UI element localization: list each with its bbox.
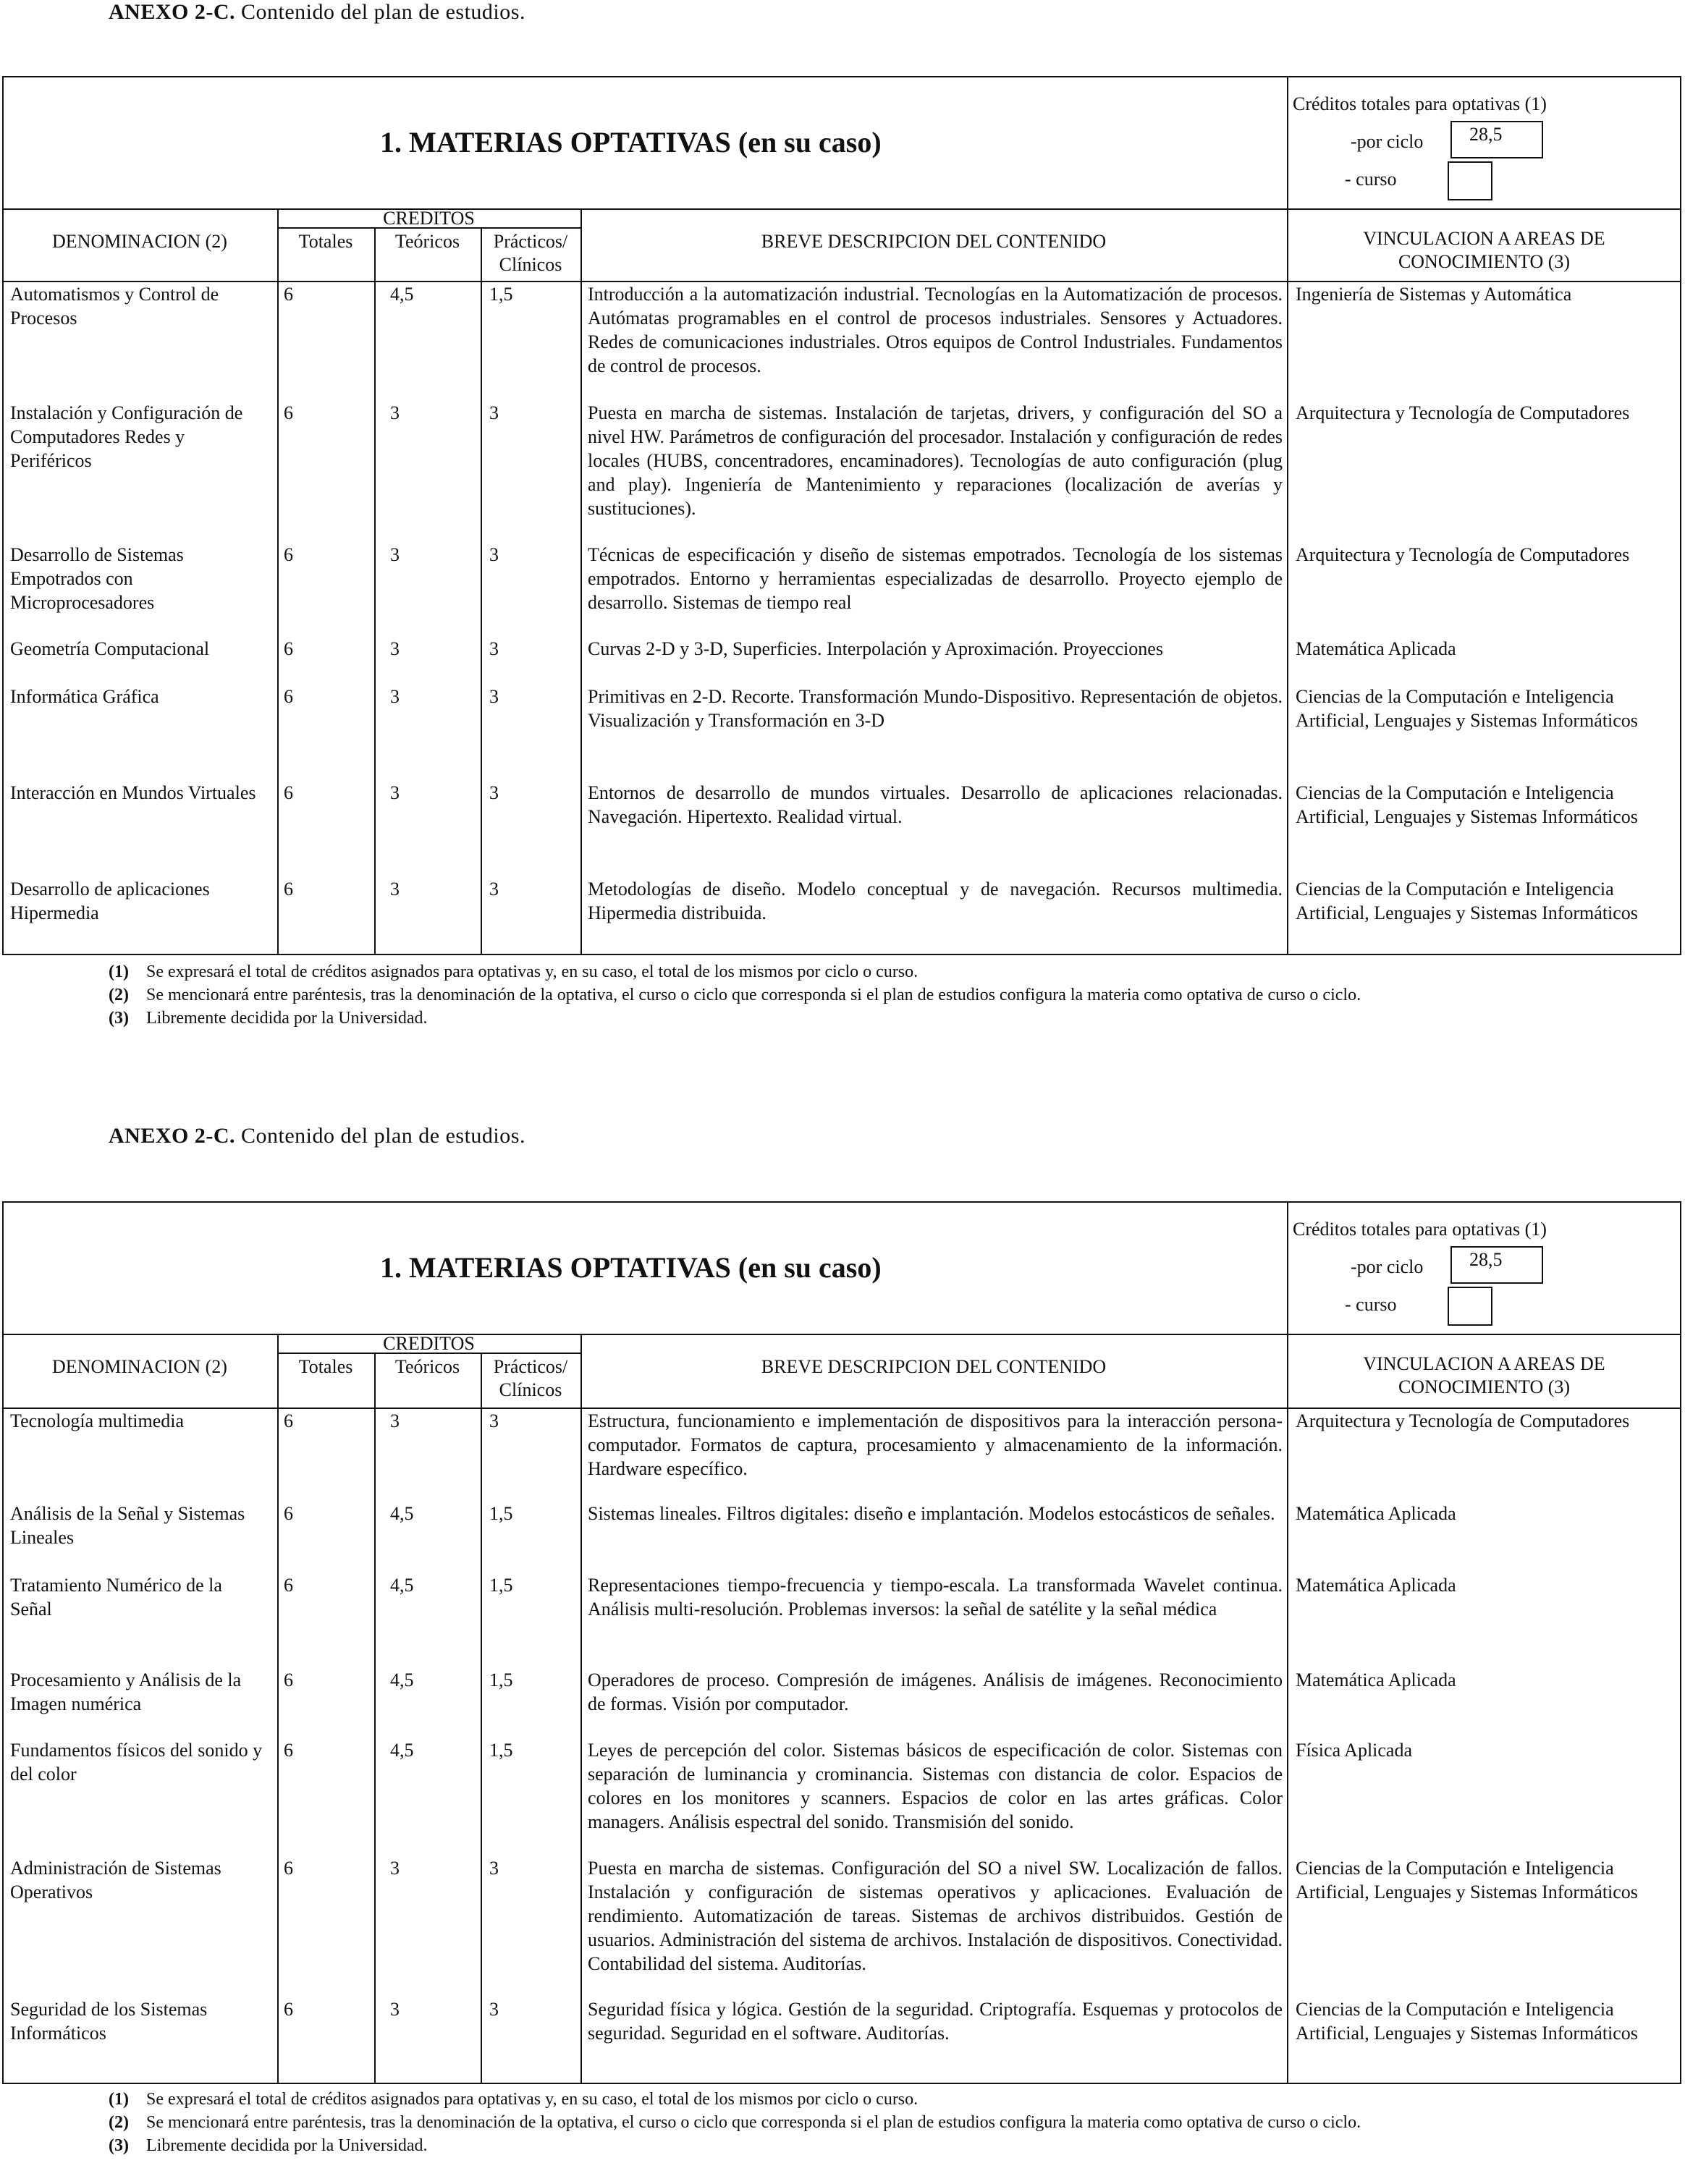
section-title: 1. MATERIAS OPTATIVAS (en su caso) [380, 126, 882, 158]
credits-theory: 3 [390, 1999, 400, 2020]
credits-practice: 1,5 [489, 284, 513, 305]
credits-practice: 3 [489, 402, 499, 423]
footnote-number: (3) [109, 1009, 129, 1028]
knowledge-area: Ciencias de la Computación e Inteligencia Artificial, Lenguajes y Sistemas Informáticos [1296, 1858, 1638, 1902]
footnote-text: Libremente decidida por la Universidad. [146, 1009, 428, 1028]
footnotes [109, 960, 1614, 1030]
credits-total: 6 [284, 544, 293, 565]
knowledge-area: Ciencias de la Computación e Inteligencia Artificial, Lenguajes y Sistemas Informáticos [1296, 686, 1638, 731]
credits-theory: 4,5 [390, 1503, 414, 1524]
footnote-number: (3) [109, 2136, 129, 2155]
subject-description: Metodologías de diseño. Modelo conceptual y de navegación. Recursos multimedia. Hipermedia distribuida. [588, 879, 1283, 923]
subject-description: Introducción a la automatización industrial. Tecnologías en la Automatización de procesos. Autómatas programables en el control de procesos industriales. Sensores y Actuadores. Redes de comunicaciones industriales. Otros equipos de Control Industriales. Fundamentos de control de procesos. [588, 284, 1283, 376]
knowledge-area: Arquitectura y Tecnología de Computadores [1296, 544, 1630, 565]
credits-theory: 4,5 [390, 1669, 414, 1690]
credits-total: 6 [284, 1410, 293, 1431]
credits-theory: 4,5 [390, 1740, 414, 1761]
subject-description: Leyes de percepción del color. Sistemas básicos de especificación de color. Sistemas con separación de luminancia y crominancia. Sistemas con distancia de color. Espacios de colores en los monitores y scanners. Espacios de color en las artes gráficas. Color managers. Análisis espectral del sonido. Transmisión del sonido. [588, 1740, 1283, 1832]
por-ciclo-value: 28,5 [1450, 121, 1543, 158]
credits-practice: 3 [489, 1999, 499, 2020]
credits-theory: 4,5 [390, 284, 414, 305]
subject-description: Primitivas en 2-D. Recorte. Transformación Mundo-Dispositivo. Representación de objetos. Visualización y Transformación en 3-D [588, 686, 1283, 731]
footnote-text: Se expresará el total de créditos asignados para optativas y, en su caso, el total de los mismos por ciclo o curso. [146, 962, 918, 981]
subject-name: Instalación y Configuración de Computadores Redes y Periféricos [10, 402, 243, 471]
subject-name: Análisis de la Señal y Sistemas Lineales [10, 1503, 245, 1548]
credits-theory: 3 [390, 544, 400, 565]
column-line-vinculacion [1287, 1201, 1288, 2084]
subject-description: Representaciones tiempo-frecuencia y tiempo-escala. La transformada Wavelet continua. Análisis multi-resolución. Problemas inversos: la señal de satélite y la señal médica [588, 1575, 1283, 1620]
subject-description: Puesta en marcha de sistemas. Configuración del SO a nivel SW. Localización de fallos. Instalación y configuración de sistemas operativos y aplicaciones. Evaluación de rendimiento. Automatización de tareas. Sistemas de archivos distribuidos. Gestión de usuarios. Administración del sistema de archivos. Instalación de dispositivos. Conectividad. Contabilidad del sistema. Auditorías. [588, 1858, 1283, 1974]
col-header-practicos: Prácticos/ Clínicos [493, 1356, 568, 1400]
knowledge-area: Ciencias de la Computación e Inteligencia Artificial, Lenguajes y Sistemas Informáticos [1296, 879, 1638, 923]
por-ciclo-value: 28,5 [1450, 1246, 1543, 1284]
column-line-practicos [481, 227, 482, 955]
credits-total: 6 [284, 782, 293, 803]
subject-name: Desarrollo de aplicaciones Hipermedia [10, 879, 210, 923]
subject-description: Sistemas lineales. Filtros digitales: diseño e implantación. Modelos estocásticos de señales. [588, 1503, 1275, 1524]
credits-theory: 4,5 [390, 1575, 414, 1596]
column-line-practicos [481, 1353, 482, 2084]
annex-label: ANEXO 2-C. [109, 0, 235, 24]
footnote-number: (1) [109, 962, 129, 981]
header-divider [2, 208, 1681, 210]
footnote-text: Libremente decidida por la Universidad. [146, 2136, 428, 2155]
col-header-vinculacion: VINCULACION A AREAS DE CONOCIMIENTO (3) [1363, 1353, 1605, 1397]
knowledge-area: Ingeniería de Sistemas y Automática [1296, 284, 1572, 305]
subject-description: Operadores de proceso. Compresión de imágenes. Análisis de imágenes. Reconocimiento de formas. Visión por computador. [588, 1669, 1283, 1714]
column-line-teoricos [374, 1353, 376, 2084]
footnote-text: Se mencionará entre paréntesis, tras la denominación de la optativa, el curso o ciclo que corresponda si el plan de estudios configura la materia como optativa de curso o ciclo. [146, 986, 1361, 1004]
credits-total: 6 [284, 402, 293, 423]
footnote [109, 960, 1614, 983]
subject-description: Curvas 2-D y 3-D, Superficies. Interpolación y Aproximación. Proyecciones [588, 638, 1163, 659]
col-header-creditos: CREDITOS [383, 208, 475, 229]
subject-name: Fundamentos físicos del sonido y del color [10, 1740, 263, 1785]
col-header-descripcion: BREVE DESCRIPCION DEL CONTENIDO [761, 231, 1107, 252]
credits-practice: 1,5 [489, 1740, 513, 1761]
footnote [109, 2088, 1614, 2111]
footnote-text: Se expresará el total de créditos asignados para optativas y, en su caso, el total de los mismos por ciclo o curso. [146, 2090, 918, 2109]
creditos-totales-label: Créditos totales para optativas (1) [1293, 1219, 1547, 1240]
annex-heading [109, 0, 525, 25]
subject-name: Tecnología multimedia [10, 1410, 185, 1431]
footnote [109, 2134, 1614, 2157]
subject-name: Administración de Sistemas Operativos [10, 1858, 221, 1902]
credits-total: 6 [284, 284, 293, 305]
subject-name: Geometría Computacional [10, 638, 210, 659]
credits-practice: 3 [489, 879, 499, 900]
column-line-vinculacion [1287, 76, 1288, 955]
knowledge-area: Matemática Aplicada [1296, 1575, 1456, 1596]
por-ciclo-label: -por ciclo [1351, 131, 1424, 152]
credits-total: 6 [284, 1740, 293, 1761]
col-header-practicos: Prácticos/ Clínicos [493, 231, 568, 275]
credits-theory: 3 [390, 879, 400, 900]
credits-total: 6 [284, 879, 293, 900]
subject-description: Puesta en marcha de sistemas. Instalación de tarjetas, drivers, y configuración del SO a nivel HW. Parámetros de configuración del procesador. Instalación y configuración de redes locales (HUBS, concentradores, encaminadores). Tecnologías de auto configuración (plug and play). Ingeniería de Mantenimiento y reparaciones (localización de averías y sustituciones). [588, 402, 1283, 519]
curso-label: - curso [1345, 1294, 1397, 1315]
credits-practice: 3 [489, 1410, 499, 1431]
credits-total: 6 [284, 638, 293, 659]
footnote-number: (1) [109, 2090, 129, 2109]
header-divider [2, 1334, 1681, 1335]
annex-subtitle: Contenido del plan de estudios. [241, 1124, 525, 1148]
column-line-teoricos [374, 227, 376, 955]
credits-practice: 3 [489, 686, 499, 707]
credits-practice: 3 [489, 1858, 499, 1879]
col-header-descripcion: BREVE DESCRIPCION DEL CONTENIDO [761, 1356, 1107, 1377]
credits-total: 6 [284, 1999, 293, 2020]
curso-box [1448, 161, 1492, 200]
knowledge-area: Matemática Aplicada [1296, 1669, 1456, 1690]
annex-subtitle: Contenido del plan de estudios. [241, 0, 525, 24]
creditos-totales-label: Créditos totales para optativas (1) [1293, 93, 1547, 114]
col-header-totales: Totales [298, 231, 353, 252]
col-header-denominacion: DENOMINACION (2) [52, 231, 227, 252]
subject-name: Desarrollo de Sistemas Empotrados con Microprocesadores [10, 544, 184, 613]
subject-description: Entornos de desarrollo de mundos virtuales. Desarrollo de aplicaciones relacionadas. Navegación. Hipertexto. Realidad virtual. [588, 782, 1283, 827]
credits-total: 6 [284, 1669, 293, 1690]
knowledge-area: Ciencias de la Computación e Inteligencia Artificial, Lenguajes y Sistemas Informáticos [1296, 782, 1638, 827]
credits-theory: 3 [390, 782, 400, 803]
knowledge-area: Arquitectura y Tecnología de Computadores [1296, 1410, 1630, 1431]
credits-practice: 1,5 [489, 1503, 513, 1524]
col-header-denominacion: DENOMINACION (2) [52, 1356, 227, 1377]
credits-total: 6 [284, 686, 293, 707]
credits-theory: 3 [390, 1858, 400, 1879]
knowledge-area: Física Aplicada [1296, 1740, 1413, 1761]
footnote [109, 1007, 1614, 1030]
credits-total: 6 [284, 1575, 293, 1596]
subject-description: Seguridad física y lógica. Gestión de la seguridad. Criptografía. Esquemas y protocolos de seguridad. Seguridad en el software. Auditorías. [588, 1999, 1283, 2044]
subject-name: Seguridad de los Sistemas Informáticos [10, 1999, 208, 2044]
section-title: 1. MATERIAS OPTATIVAS (en su caso) [380, 1251, 882, 1284]
credits-practice: 3 [489, 638, 499, 659]
curso-label: - curso [1345, 169, 1397, 190]
footnote-number: (2) [109, 2113, 129, 2132]
subject-name: Interacción en Mundos Virtuales [10, 782, 256, 803]
credits-practice: 1,5 [489, 1669, 513, 1690]
col-header-teoricos: Teóricos [394, 231, 460, 252]
annex-label: ANEXO 2-C. [109, 1124, 235, 1148]
credits-theory: 3 [390, 1410, 400, 1431]
subject-name: Informática Gráfica [10, 686, 159, 707]
credits-practice: 3 [489, 782, 499, 803]
subject-name: Tratamiento Numérico de la Señal [10, 1575, 222, 1620]
col-header-teoricos: Teóricos [394, 1356, 460, 1377]
knowledge-area: Matemática Aplicada [1296, 638, 1456, 659]
credits-theory: 3 [390, 402, 400, 423]
curso-box [1448, 1287, 1492, 1326]
col-header-totales: Totales [298, 1356, 353, 1377]
annex-heading [109, 1124, 525, 1148]
footnote-text: Se mencionará entre paréntesis, tras la denominación de la optativa, el curso o ciclo que corresponda si el plan de estudios configura la materia como optativa de curso o ciclo. [146, 2113, 1361, 2132]
credits-total: 6 [284, 1503, 293, 1524]
credits-total: 6 [284, 1858, 293, 1879]
subject-name: Automatismos y Control de Procesos [10, 284, 219, 329]
col-header-vinculacion: VINCULACION A AREAS DE CONOCIMIENTO (3) [1363, 228, 1605, 272]
col-header-creditos: CREDITOS [383, 1333, 475, 1354]
column-line-totales [277, 1334, 279, 2084]
subject-description: Estructura, funcionamiento e implementación de dispositivos para la interacción persona-computador. Formatos de captura, procesamiento y almacenamiento de la información. Hardware específico. [588, 1410, 1283, 1479]
credits-theory: 3 [390, 638, 400, 659]
column-line-descripcion [580, 1334, 582, 2084]
subject-name: Procesamiento y Análisis de la Imagen numérica [10, 1669, 242, 1714]
footnote-number: (2) [109, 986, 129, 1004]
footnotes [109, 2088, 1614, 2157]
knowledge-area: Matemática Aplicada [1296, 1503, 1456, 1524]
column-line-totales [277, 208, 279, 955]
footnote [109, 2111, 1614, 2134]
credits-practice: 3 [489, 544, 499, 565]
credits-theory: 3 [390, 686, 400, 707]
subject-description: Técnicas de especificación y diseño de sistemas empotrados. Tecnología de los sistemas empotrados. Entorno y herramientas especializadas de desarrollo. Proyecto ejemplo de desarrollo. Sistemas de tiempo real [588, 544, 1283, 613]
credits-practice: 1,5 [489, 1575, 513, 1596]
knowledge-area: Ciencias de la Computación e Inteligencia Artificial, Lenguajes y Sistemas Informáticos [1296, 1999, 1638, 2044]
column-line-descripcion [580, 208, 582, 955]
knowledge-area: Arquitectura y Tecnología de Computadores [1296, 402, 1630, 423]
por-ciclo-label: -por ciclo [1351, 1256, 1424, 1277]
footnote [109, 983, 1614, 1007]
